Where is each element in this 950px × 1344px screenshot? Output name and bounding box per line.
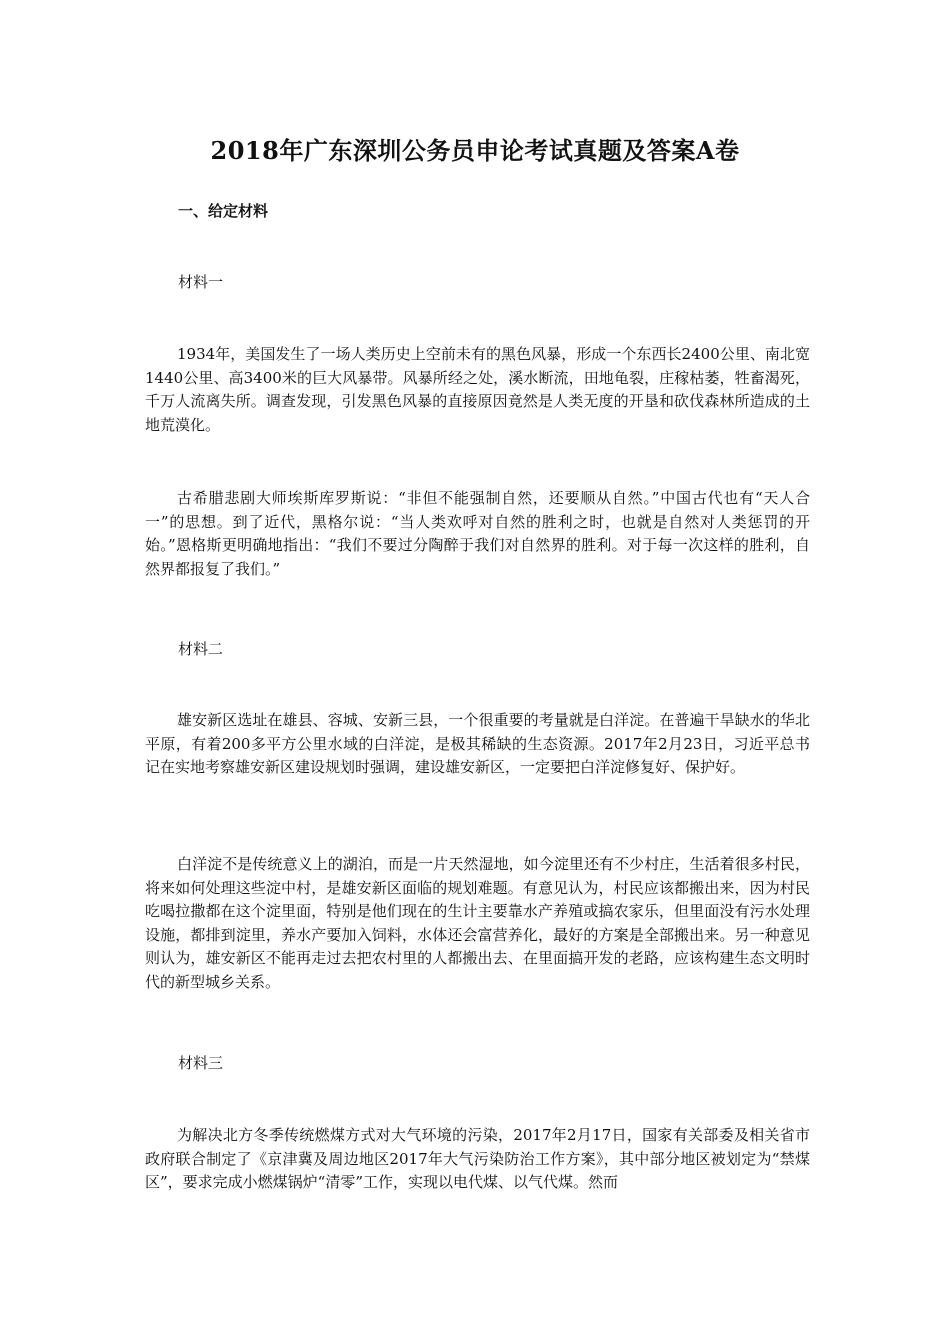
material-1-paragraph-2: 古希腊悲剧大师埃斯库罗斯说：“非但不能强制自然，还要顺从自然。”中国古代也有“天人合一”的思想。到了近代，黑格尔说：“当人类欢呼对自然的胜利之时，也就是自然对人类惩罚的开始。”恩格斯更明确地指出：“我们不要过分陶醉于我们对自然界的胜利。对于每一次这样的胜利，自然界都报复了我们。” [145, 489, 810, 578]
material-2-paragraph-2: 白洋淀不是传统意义上的湖泊，而是一片天然湿地，如今淀里还有不少村庄，生活着很多村民，将来如何处理这些淀中村，是雄安新区面临的规划难题。有意见认为，村民应该都搬出来，因为村民吃喝拉撒都在这个淀里面，特别是他们现在的生计主要靠水产养殖或搞农家乐，但里面没有污水处理设施，都排到淀里，养水产要加入饲料，水体还会富营养化，最好的方案是全部搬出来。另一种意见则认为，雄安新区不能再走过去把农村里的人都搬出去、在里面搞开发的老路，应该构建生态文明时代的新型城乡关系。 [145, 855, 810, 991]
material-1-label: 材料一 [178, 273, 224, 291]
document-title: 2018年广东深圳公务员申论考试真题及答案A卷 [210, 136, 740, 165]
section-heading: 一、给定材料 [178, 202, 269, 220]
material-2-paragraph-1: 雄安新区选址在雄县、容城、安新三县，一个很重要的考量就是白洋淀。在普遍干旱缺水的华北平原，有着200多平方公里水域的白洋淀，是极其稀缺的生态资源。2017年2月23日，习近平总书记在实地考察雄安新区建设规划时强调，建设雄安新区，一定要把白洋淀修复好、保护好。 [145, 711, 810, 777]
material-1-paragraph-1: 1934年，美国发生了一场人类历史上空前未有的黑色风暴，形成一个东西长2400公里、南北宽1440公里、高3400米的巨大风暴带。风暴所经之处，溪水断流，田地龟裂，庄稼枯萎，牲畜渴死，千万人流离失所。调查发现，引发黑色风暴的直接原因竟然是人类无度的开垦和砍伐森林所造成的土地荒漠化。 [145, 345, 810, 434]
material-2-label: 材料二 [178, 640, 224, 658]
material-3-label: 材料三 [178, 1054, 224, 1072]
material-3-paragraph-1: 为解决北方冬季传统燃煤方式对大气环境的污染，2017年2月17日，国家有关部委及相关省市政府联合制定了《京津冀及周边地区2017年大气污染防治工作方案》，其中部分地区被划定为“禁煤区”，要求完成小燃煤锅炉“清零”工作，实现以电代煤、以气代煤。然而 [145, 1126, 810, 1192]
